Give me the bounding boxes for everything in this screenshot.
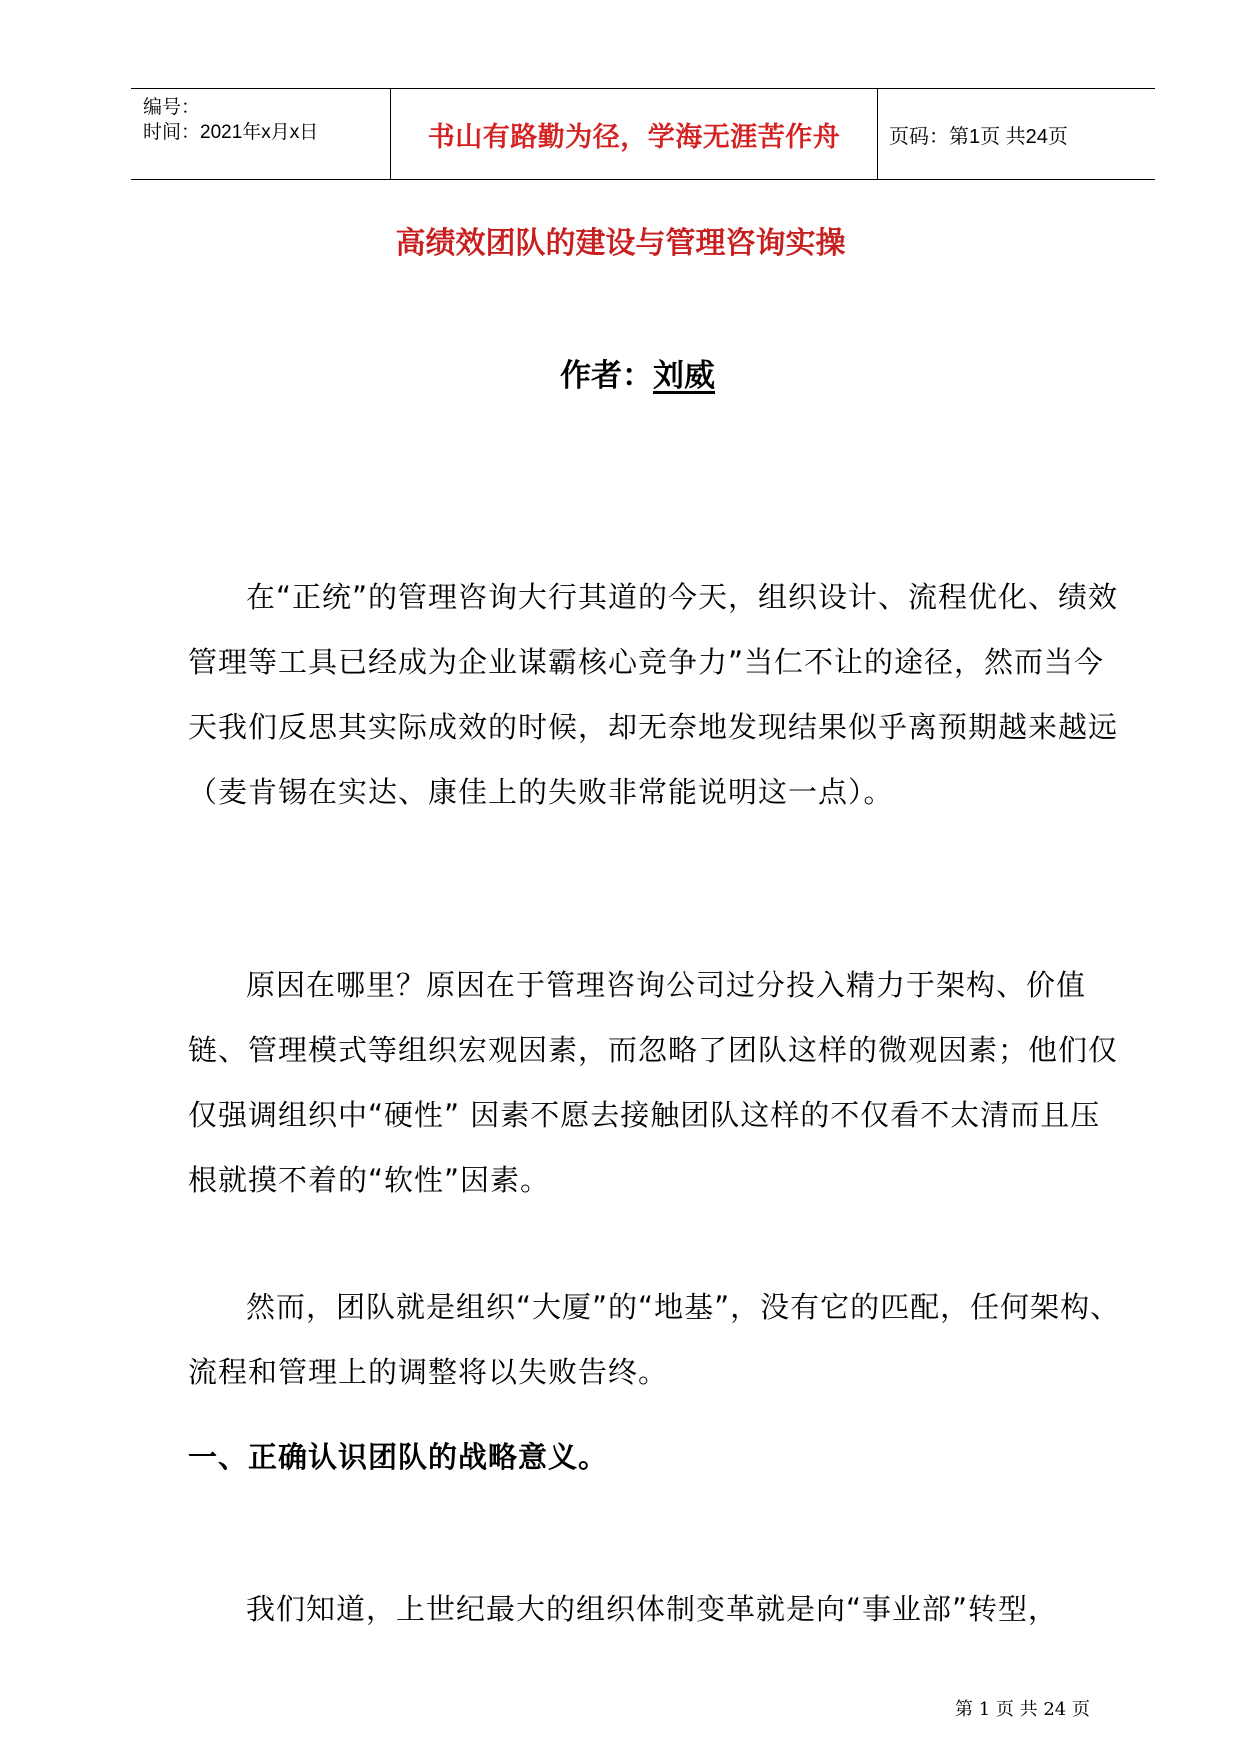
paragraph-text: 我们知道，上世纪最大的组织体制变革就是向“事业部”转型， (246, 1592, 1059, 1626)
header-time-label: 时间：2021年x月x日 (143, 122, 319, 143)
paragraph-text: 然而，团队就是组织“大厦”的“地基”，没有它的匹配，任何架构、流程和管理上的调整将以失败告终。 (188, 1290, 1121, 1389)
author-line (560, 350, 715, 395)
body-paragraph-2 (188, 953, 1128, 1213)
document-header (131, 88, 1155, 180)
header-number-label: 编号： (143, 97, 201, 118)
header-meta (143, 95, 393, 145)
header-motto: 书山有路勤为径，学海无涯苦作舟 (427, 121, 841, 153)
section-heading: 一、正确认识团队的战略意义。 (188, 1440, 609, 1474)
header-divider-right (877, 89, 878, 179)
body-paragraph-3 (188, 1275, 1128, 1405)
body-paragraph-4 (188, 1577, 1128, 1642)
author-label: 作者： (560, 358, 653, 394)
paragraph-text: 原因在哪里？原因在于管理咨询公司过分投入精力于架构、价值链、管理模式等组织宏观因素，而忽略了团队这样的微观因素；他们仅仅强调组织中“硬性” 因素不愿去接触团队这样的不仅看不太清而且压根就摸不着的“软性”因素。 (188, 968, 1119, 1197)
header-page-info: 页码：第1页 共24页 (889, 125, 1068, 148)
document-title: 高绩效团队的建设与管理咨询实操 (395, 226, 846, 261)
author-name: 刘威 (653, 358, 715, 394)
paragraph-text: 在“正统”的管理咨询大行其道的今天，组织设计、流程优化、绩效管理等工具已经成为企业谋霸核心竞争力”当仁不让的途径，然而当今天我们反思其实际成效的时候，却无奈地发现结果似乎离预期越来越远（麦肯锡在实达、康佳上的失败非常能说明这一点）。 (188, 580, 1119, 809)
page-footer: 第 1 页 共 24 页 (955, 1699, 1090, 1720)
body-paragraph-1 (188, 565, 1128, 825)
